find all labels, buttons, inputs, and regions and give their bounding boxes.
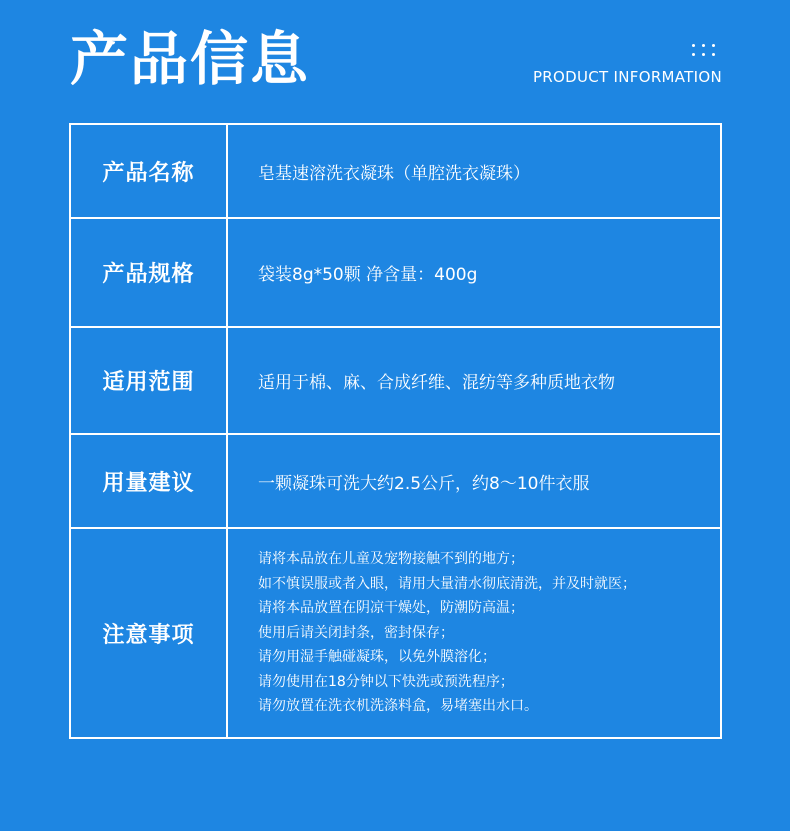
product-info-table — [69, 123, 722, 739]
row-label-spec: 产品规格 — [70, 218, 227, 327]
note-line: 请勿使用在18分钟以下快洗或预洗程序； — [258, 673, 514, 690]
note-line: 请将本品放置在阴凉干燥处，防潮防高温； — [258, 600, 524, 617]
row-label-notes: 注意事项 — [70, 528, 227, 738]
table-row — [70, 434, 721, 528]
row-value-dosage: 一颗凝珠可洗大约2.5公斤，约8～10件衣服 — [227, 434, 721, 528]
page-subtitle: PRODUCT INFORMATION — [532, 68, 722, 86]
note-line: 请勿用湿手触碰凝珠，以免外膜溶化； — [258, 649, 496, 666]
note-line: 如不慎误服或者入眼，请用大量清水彻底清洗，并及时就医； — [258, 575, 636, 592]
table-row — [70, 218, 721, 327]
row-label-dosage: 用量建议 — [70, 434, 227, 528]
note-line: 使用后请关闭封条，密封保存； — [258, 624, 454, 641]
row-value-name: 皂基速溶洗衣凝珠（单腔洗衣凝珠） — [227, 124, 721, 218]
decorative-dots-icon — [692, 44, 720, 58]
row-label-scope: 适用范围 — [70, 327, 227, 434]
row-value-notes — [227, 528, 721, 738]
page-title: 产品信息 — [70, 25, 311, 93]
row-value-scope: 适用于棉、麻、合成纤维、混纺等多种质地衣物 — [227, 327, 721, 434]
table-row — [70, 528, 721, 738]
table-row — [70, 124, 721, 218]
table-row — [70, 327, 721, 434]
note-line: 请勿放置在洗衣机洗涤料盒，易堵塞出水口。 — [258, 698, 538, 715]
row-label-name: 产品名称 — [70, 124, 227, 218]
note-line: 请将本品放在儿童及宠物接触不到的地方； — [258, 551, 524, 568]
row-value-spec: 袋装8g*50颗 净含量：400g — [227, 218, 721, 327]
